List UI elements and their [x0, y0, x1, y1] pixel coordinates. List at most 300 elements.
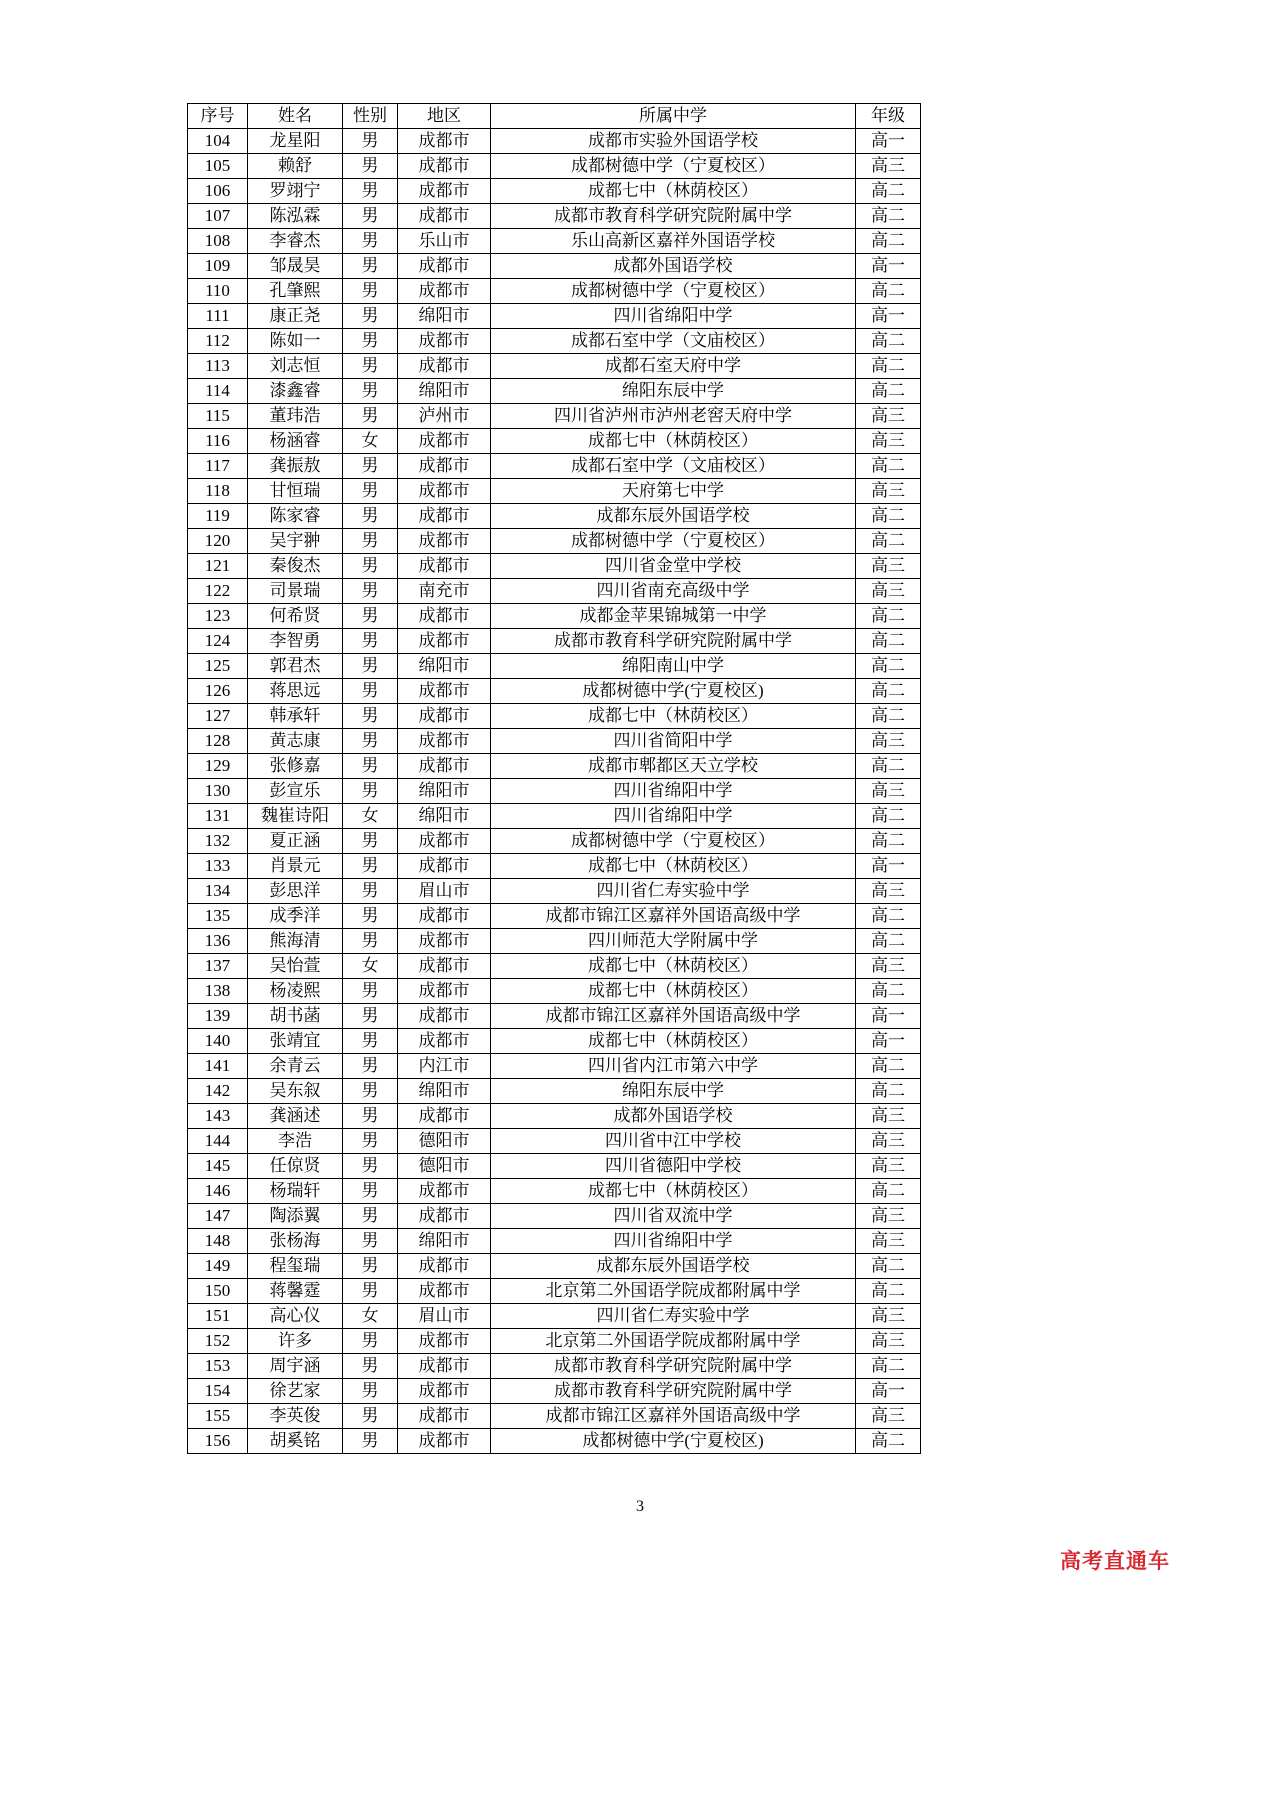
header-cell-gender: 性别	[343, 104, 398, 129]
table-row	[188, 954, 921, 979]
table-cell: 高二	[856, 829, 921, 854]
table-cell: 男	[343, 479, 398, 504]
table-cell: 高三	[856, 954, 921, 979]
table-row	[188, 379, 921, 404]
table-cell: 杨瑞轩	[248, 1179, 343, 1204]
table-cell: 男	[343, 854, 398, 879]
table-row	[188, 804, 921, 829]
table-cell: 男	[343, 754, 398, 779]
table-cell: 高三	[856, 479, 921, 504]
table-cell: 成都市	[398, 479, 491, 504]
table-cell: 男	[343, 1354, 398, 1379]
table-cell: 乐山市	[398, 229, 491, 254]
table-cell: 140	[188, 1029, 248, 1054]
table-cell: 四川省绵阳中学	[491, 304, 856, 329]
table-cell: 北京第二外国语学院成都附属中学	[491, 1329, 856, 1354]
table-cell: 男	[343, 454, 398, 479]
table-row	[188, 354, 921, 379]
table-cell: 成都市	[398, 704, 491, 729]
table-cell: 男	[343, 1079, 398, 1104]
table-cell: 赖舒	[248, 154, 343, 179]
table-cell: 男	[343, 404, 398, 429]
table-cell: 男	[343, 279, 398, 304]
table-cell: 成都市锦江区嘉祥外国语高级中学	[491, 904, 856, 929]
header-cell-school: 所属中学	[491, 104, 856, 129]
table-cell: 绵阳市	[398, 804, 491, 829]
table-cell: 四川省内江市第六中学	[491, 1054, 856, 1079]
table-cell: 高三	[856, 1104, 921, 1129]
table-cell: 高三	[856, 1154, 921, 1179]
table-cell: 成都市	[398, 454, 491, 479]
table-cell: 陈泓霖	[248, 204, 343, 229]
table-row	[188, 454, 921, 479]
table-cell: 134	[188, 879, 248, 904]
table-cell: 男	[343, 304, 398, 329]
table-cell: 高二	[856, 929, 921, 954]
table-cell: 四川省绵阳中学	[491, 779, 856, 804]
table-cell: 高二	[856, 1279, 921, 1304]
table-cell: 高三	[856, 1329, 921, 1354]
table-cell: 成都市	[398, 204, 491, 229]
table-cell: 四川省中江中学校	[491, 1129, 856, 1154]
table-cell: 韩承轩	[248, 704, 343, 729]
table-cell: 成都市锦江区嘉祥外国语高级中学	[491, 1404, 856, 1429]
table-cell: 高二	[856, 229, 921, 254]
table-cell: 男	[343, 354, 398, 379]
table-cell: 成都七中（林荫校区）	[491, 1029, 856, 1054]
header-cell-grade: 年级	[856, 104, 921, 129]
table-cell: 高三	[856, 404, 921, 429]
table-cell: 成都市	[398, 1354, 491, 1379]
table-cell: 男	[343, 554, 398, 579]
header-cell-region: 地区	[398, 104, 491, 129]
table-cell: 成都七中（林荫校区）	[491, 429, 856, 454]
table-cell: 杨涵睿	[248, 429, 343, 454]
table-cell: 高二	[856, 504, 921, 529]
table-cell: 龙星阳	[248, 129, 343, 154]
table-cell: 高一	[856, 304, 921, 329]
table-cell: 四川省绵阳中学	[491, 1229, 856, 1254]
table-cell: 高二	[856, 604, 921, 629]
table-cell: 136	[188, 929, 248, 954]
table-cell: 成都市	[398, 1204, 491, 1229]
table-cell: 男	[343, 204, 398, 229]
table-cell: 高二	[856, 904, 921, 929]
table-cell: 成都市锦江区嘉祥外国语高级中学	[491, 1004, 856, 1029]
table-row	[188, 129, 921, 154]
table-cell: 胡书菡	[248, 1004, 343, 1029]
table-cell: 成都市	[398, 1179, 491, 1204]
table-cell: 男	[343, 254, 398, 279]
table-cell: 绵阳市	[398, 1229, 491, 1254]
table-cell: 112	[188, 329, 248, 354]
table-cell: 陶添翼	[248, 1204, 343, 1229]
table-cell: 康正尧	[248, 304, 343, 329]
table-cell: 110	[188, 279, 248, 304]
table-cell: 高二	[856, 379, 921, 404]
table-cell: 151	[188, 1304, 248, 1329]
table-cell: 成都市	[398, 929, 491, 954]
table-cell: 男	[343, 1029, 398, 1054]
table-cell: 男	[343, 229, 398, 254]
table-row	[188, 1179, 921, 1204]
table-cell: 成都市	[398, 154, 491, 179]
table-cell: 男	[343, 1004, 398, 1029]
table-cell: 成都市教育科学研究院附属中学	[491, 204, 856, 229]
table-cell: 男	[343, 979, 398, 1004]
table-row	[188, 254, 921, 279]
table-cell: 成都市实验外国语学校	[491, 129, 856, 154]
table-cell: 绵阳市	[398, 779, 491, 804]
table-cell: 高二	[856, 679, 921, 704]
table-cell: 高二	[856, 1079, 921, 1104]
table-row	[188, 429, 921, 454]
table-row	[188, 154, 921, 179]
table-row	[188, 779, 921, 804]
table-cell: 高三	[856, 1129, 921, 1154]
table-cell: 高二	[856, 1354, 921, 1379]
table-cell: 高二	[856, 204, 921, 229]
table-cell: 成都金苹果锦城第一中学	[491, 604, 856, 629]
table-cell: 147	[188, 1204, 248, 1229]
table-cell: 119	[188, 504, 248, 529]
table-row	[188, 1054, 921, 1079]
table-cell: 眉山市	[398, 879, 491, 904]
table-cell: 余青云	[248, 1054, 343, 1079]
table-row	[188, 529, 921, 554]
table-cell: 146	[188, 1179, 248, 1204]
header-row	[188, 104, 921, 129]
table-cell: 成都市	[398, 1429, 491, 1454]
table-cell: 成都七中（林荫校区）	[491, 854, 856, 879]
table-cell: 四川省简阳中学	[491, 729, 856, 754]
table-cell: 成都市	[398, 1329, 491, 1354]
table-cell: 116	[188, 429, 248, 454]
table-cell: 张修嘉	[248, 754, 343, 779]
table-row	[188, 629, 921, 654]
table-cell: 女	[343, 954, 398, 979]
table-cell: 男	[343, 1279, 398, 1304]
table-row	[188, 1129, 921, 1154]
table-cell: 成都市	[398, 979, 491, 1004]
table-cell: 成都树德中学（宁夏校区）	[491, 279, 856, 304]
table-cell: 成都市	[398, 129, 491, 154]
table-cell: 高二	[856, 1179, 921, 1204]
table-cell: 绵阳南山中学	[491, 654, 856, 679]
table-cell: 徐艺家	[248, 1379, 343, 1404]
table-cell: 眉山市	[398, 1304, 491, 1329]
table-cell: 陈如一	[248, 329, 343, 354]
table-cell: 四川省仁寿实验中学	[491, 879, 856, 904]
table-cell: 156	[188, 1429, 248, 1454]
table-cell: 四川省泸州市泸州老窖天府中学	[491, 404, 856, 429]
table-cell: 高二	[856, 754, 921, 779]
table-cell: 罗翊宁	[248, 179, 343, 204]
table-cell: 张杨海	[248, 1229, 343, 1254]
table-cell: 男	[343, 654, 398, 679]
table-row	[188, 1279, 921, 1304]
table-cell: 内江市	[398, 1054, 491, 1079]
table-cell: 105	[188, 154, 248, 179]
table-cell: 陈家睿	[248, 504, 343, 529]
table-cell: 李智勇	[248, 629, 343, 654]
table-cell: 104	[188, 129, 248, 154]
table-cell: 吴宇翀	[248, 529, 343, 554]
table-cell: 成季洋	[248, 904, 343, 929]
table-cell: 绵阳东辰中学	[491, 1079, 856, 1104]
student-table	[187, 103, 921, 1454]
table-row	[188, 229, 921, 254]
table-cell: 高一	[856, 1379, 921, 1404]
table-cell: 程玺瑞	[248, 1254, 343, 1279]
table-cell: 董玮浩	[248, 404, 343, 429]
table-cell: 成都市	[398, 729, 491, 754]
table-cell: 成都市	[398, 679, 491, 704]
table-row	[188, 404, 921, 429]
table-cell: 高三	[856, 1404, 921, 1429]
table-cell: 成都市教育科学研究院附属中学	[491, 1379, 856, 1404]
table-cell: 男	[343, 579, 398, 604]
table-cell: 成都市	[398, 429, 491, 454]
table-row	[188, 1329, 921, 1354]
table-cell: 男	[343, 1129, 398, 1154]
table-cell: 成都树德中学（宁夏校区）	[491, 529, 856, 554]
table-cell: 118	[188, 479, 248, 504]
student-table-header	[188, 104, 921, 129]
table-row	[188, 829, 921, 854]
table-cell: 肖景元	[248, 854, 343, 879]
table-cell: 107	[188, 204, 248, 229]
table-cell: 高三	[856, 879, 921, 904]
table-cell: 男	[343, 779, 398, 804]
table-cell: 高二	[856, 454, 921, 479]
table-cell: 成都树德中学（宁夏校区）	[491, 154, 856, 179]
table-cell: 143	[188, 1104, 248, 1129]
table-row	[188, 1029, 921, 1054]
table-cell: 男	[343, 379, 398, 404]
table-cell: 男	[343, 879, 398, 904]
table-cell: 杨凌熙	[248, 979, 343, 1004]
table-row	[188, 1079, 921, 1104]
table-cell: 龚涵述	[248, 1104, 343, 1129]
table-cell: 成都市	[398, 1404, 491, 1429]
table-cell: 四川师范大学附属中学	[491, 929, 856, 954]
table-cell: 高一	[856, 129, 921, 154]
table-cell: 高三	[856, 1304, 921, 1329]
table-row	[188, 1229, 921, 1254]
table-cell: 高三	[856, 1229, 921, 1254]
table-cell: 124	[188, 629, 248, 654]
table-cell: 高三	[856, 154, 921, 179]
table-cell: 106	[188, 179, 248, 204]
table-cell: 114	[188, 379, 248, 404]
table-cell: 成都石室天府中学	[491, 354, 856, 379]
table-row	[188, 554, 921, 579]
table-cell: 成都市	[398, 1279, 491, 1304]
table-cell: 彭思洋	[248, 879, 343, 904]
table-cell: 男	[343, 929, 398, 954]
table-cell: 高二	[856, 1429, 921, 1454]
table-row	[188, 1154, 921, 1179]
table-cell: 女	[343, 429, 398, 454]
table-cell: 高一	[856, 1029, 921, 1054]
table-row	[188, 279, 921, 304]
table-cell: 127	[188, 704, 248, 729]
table-cell: 蒋馨霆	[248, 1279, 343, 1304]
table-cell: 141	[188, 1054, 248, 1079]
table-row	[188, 1379, 921, 1404]
table-cell: 153	[188, 1354, 248, 1379]
table-cell: 女	[343, 1304, 398, 1329]
table-cell: 高一	[856, 854, 921, 879]
watermark-text: 高考直通车	[1060, 1550, 1170, 1573]
table-cell: 成都市	[398, 1254, 491, 1279]
table-cell: 李浩	[248, 1129, 343, 1154]
table-row	[188, 754, 921, 779]
table-cell: 秦俊杰	[248, 554, 343, 579]
table-cell: 高一	[856, 1004, 921, 1029]
table-cell: 成都市	[398, 529, 491, 554]
table-cell: 高三	[856, 729, 921, 754]
table-cell: 男	[343, 904, 398, 929]
table-row	[188, 1429, 921, 1454]
table-cell: 彭宣乐	[248, 779, 343, 804]
table-cell: 139	[188, 1004, 248, 1029]
table-cell: 德阳市	[398, 1154, 491, 1179]
table-cell: 高二	[856, 804, 921, 829]
table-row	[188, 929, 921, 954]
table-cell: 黄志康	[248, 729, 343, 754]
table-cell: 108	[188, 229, 248, 254]
table-row	[188, 979, 921, 1004]
table-row	[188, 1004, 921, 1029]
table-cell: 北京第二外国语学院成都附属中学	[491, 1279, 856, 1304]
table-cell: 成都市	[398, 1029, 491, 1054]
table-cell: 成都市	[398, 954, 491, 979]
table-cell: 女	[343, 804, 398, 829]
table-cell: 高二	[856, 1054, 921, 1079]
table-cell: 男	[343, 1254, 398, 1279]
table-row	[188, 1304, 921, 1329]
table-cell: 149	[188, 1254, 248, 1279]
table-cell: 成都市	[398, 904, 491, 929]
table-cell: 130	[188, 779, 248, 804]
table-cell: 成都石室中学（文庙校区）	[491, 329, 856, 354]
table-row	[188, 654, 921, 679]
table-cell: 南充市	[398, 579, 491, 604]
table-cell: 男	[343, 1329, 398, 1354]
table-cell: 成都市	[398, 1104, 491, 1129]
table-cell: 李睿杰	[248, 229, 343, 254]
page-number: 3	[636, 1498, 644, 1515]
table-cell: 天府第七中学	[491, 479, 856, 504]
table-cell: 117	[188, 454, 248, 479]
table-cell: 154	[188, 1379, 248, 1404]
table-cell: 绵阳市	[398, 654, 491, 679]
table-cell: 高二	[856, 1254, 921, 1279]
table-cell: 144	[188, 1129, 248, 1154]
table-cell: 高二	[856, 654, 921, 679]
table-cell: 成都七中（林荫校区）	[491, 704, 856, 729]
table-cell: 成都东辰外国语学校	[491, 1254, 856, 1279]
table-cell: 成都树德中学(宁夏校区)	[491, 1429, 856, 1454]
table-cell: 成都市	[398, 179, 491, 204]
table-row	[188, 1354, 921, 1379]
table-cell: 任倞贤	[248, 1154, 343, 1179]
table-row	[188, 704, 921, 729]
table-cell: 郭君杰	[248, 654, 343, 679]
table-cell: 成都市	[398, 754, 491, 779]
table-cell: 四川省双流中学	[491, 1204, 856, 1229]
table-cell: 男	[343, 529, 398, 554]
table-row	[188, 904, 921, 929]
table-cell: 成都七中（林荫校区）	[491, 1179, 856, 1204]
table-cell: 漆鑫睿	[248, 379, 343, 404]
student-table-body	[188, 129, 921, 1454]
table-cell: 高二	[856, 529, 921, 554]
table-row	[188, 504, 921, 529]
table-cell: 125	[188, 654, 248, 679]
table-cell: 成都七中（林荫校区）	[491, 979, 856, 1004]
table-cell: 120	[188, 529, 248, 554]
table-cell: 129	[188, 754, 248, 779]
table-cell: 111	[188, 304, 248, 329]
table-row	[188, 604, 921, 629]
table-cell: 四川省南充高级中学	[491, 579, 856, 604]
table-cell: 131	[188, 804, 248, 829]
table-cell: 高二	[856, 704, 921, 729]
table-cell: 孔肇熙	[248, 279, 343, 304]
table-cell: 魏崔诗阳	[248, 804, 343, 829]
table-cell: 142	[188, 1079, 248, 1104]
table-cell: 蒋思远	[248, 679, 343, 704]
table-cell: 吴怡萱	[248, 954, 343, 979]
table-cell: 成都市	[398, 604, 491, 629]
table-row	[188, 1104, 921, 1129]
table-cell: 138	[188, 979, 248, 1004]
table-cell: 高二	[856, 979, 921, 1004]
table-row	[188, 204, 921, 229]
table-row	[188, 679, 921, 704]
table-cell: 133	[188, 854, 248, 879]
table-cell: 男	[343, 704, 398, 729]
table-cell: 成都市	[398, 829, 491, 854]
table-cell: 成都市	[398, 279, 491, 304]
table-cell: 男	[343, 1104, 398, 1129]
table-row	[188, 1204, 921, 1229]
table-row	[188, 579, 921, 604]
header-cell-number: 序号	[188, 104, 248, 129]
table-cell: 绵阳东辰中学	[491, 379, 856, 404]
table-cell: 男	[343, 604, 398, 629]
table-cell: 148	[188, 1229, 248, 1254]
table-row	[188, 879, 921, 904]
table-cell: 男	[343, 1404, 398, 1429]
table-cell: 甘恒瑞	[248, 479, 343, 504]
table-cell: 150	[188, 1279, 248, 1304]
table-cell: 高三	[856, 429, 921, 454]
table-cell: 137	[188, 954, 248, 979]
table-cell: 成都七中（林荫校区）	[491, 179, 856, 204]
table-cell: 熊海清	[248, 929, 343, 954]
table-cell: 高二	[856, 354, 921, 379]
table-cell: 高三	[856, 554, 921, 579]
table-cell: 德阳市	[398, 1129, 491, 1154]
table-cell: 成都东辰外国语学校	[491, 504, 856, 529]
table-cell: 152	[188, 1329, 248, 1354]
table-cell: 115	[188, 404, 248, 429]
table-cell: 男	[343, 1379, 398, 1404]
